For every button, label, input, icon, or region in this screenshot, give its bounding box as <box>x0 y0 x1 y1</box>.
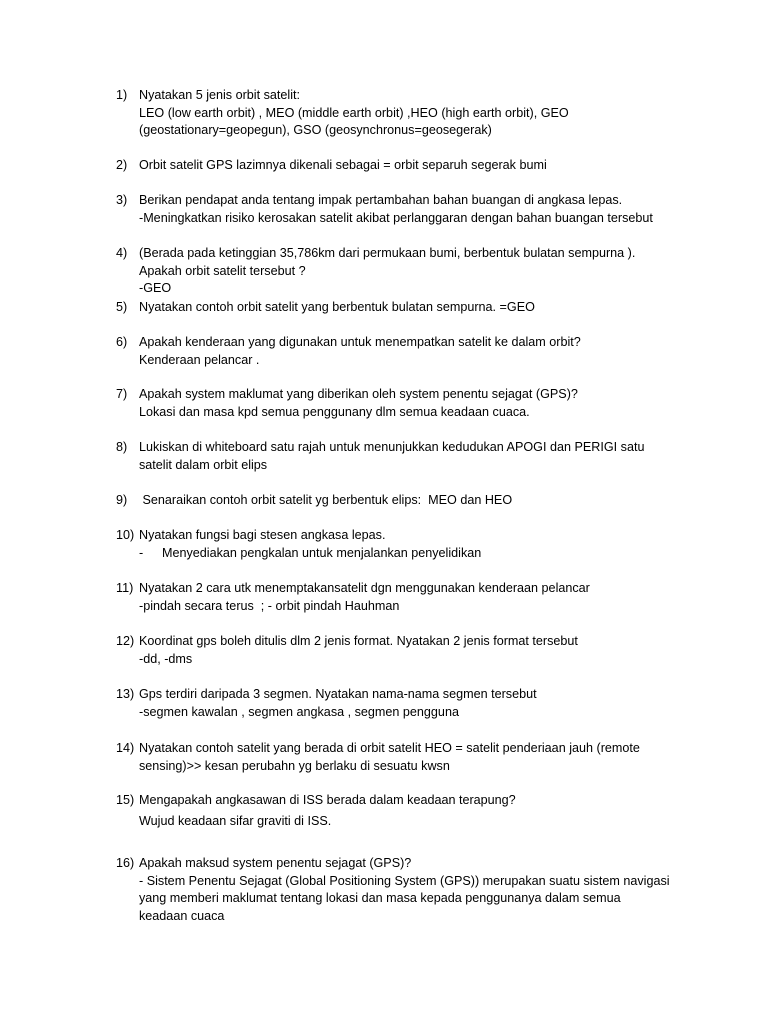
text-line: Apakah system maklumat yang diberikan oleh system penentu sejagat (GPS)? <box>139 387 578 401</box>
text-line: Wujud keadaan sifar graviti di ISS. <box>139 813 332 828</box>
text-line: (geostationary=geopegun), GSO (geosynchronus=geosegerak) <box>139 123 492 138</box>
question-text <box>139 386 739 421</box>
question-number: 6) <box>116 335 128 349</box>
question-text <box>139 740 739 775</box>
question-text <box>139 87 739 140</box>
text-line: -GEO <box>139 281 172 296</box>
text-line: Nyatakan fungsi bagi stesen angkasa lepas. <box>139 528 386 542</box>
question-number: 15) <box>116 793 135 807</box>
text-line: Gps terdiri daripada 3 segmen. Nyatakan nama-nama segmen tersebut <box>139 687 537 701</box>
text-line: Apakah orbit satelit tersebut ? <box>139 263 306 278</box>
question-number: 13) <box>116 687 135 701</box>
text-line: (Berada pada ketinggian 35,786km dari permukaan bumi, berbentuk bulatan sempurna ). <box>139 246 636 260</box>
question-number: 10) <box>116 528 135 542</box>
question-number: 5) <box>116 300 128 314</box>
text-line: Lokasi dan masa kpd semua penggunany dlm semua keadaan cuaca. <box>139 404 530 419</box>
text-line: -segmen kawalan , segmen angkasa , segmen pengguna <box>139 704 459 719</box>
text-line: Koordinat gps boleh ditulis dlm 2 jenis format. Nyatakan 2 jenis format tersebut <box>139 634 578 648</box>
question-text <box>139 157 739 175</box>
question-text <box>139 792 739 830</box>
text-line: - Sistem Penentu Sejagat (Global Positioning System (GPS)) merupakan suatu sistem navigasi <box>139 873 670 888</box>
text-line: Senaraikan contoh orbit satelit yg berbentuk elips: MEO dan HEO <box>139 493 513 507</box>
question-text <box>139 527 739 562</box>
question-text <box>139 245 739 298</box>
question-number: 14) <box>116 741 135 755</box>
text-line: Orbit satelit GPS lazimnya dikenali sebagai = orbit separuh segerak bumi <box>139 158 547 172</box>
text-line: sensing)>> kesan perubahn yg berlaku di sesuatu kwsn <box>139 758 450 773</box>
question-number: 3) <box>116 193 128 207</box>
text-line: keadaan cuaca <box>139 908 225 923</box>
text-line: Apakah kenderaan yang digunakan untuk menempatkan satelit ke dalam orbit? <box>139 335 581 349</box>
question-number: 11) <box>116 581 134 595</box>
text-line: Nyatakan 5 jenis orbit satelit: <box>139 88 301 102</box>
question-text <box>139 192 739 227</box>
question-text <box>139 633 739 668</box>
question-text <box>139 492 739 510</box>
text-line: -dd, -dms <box>139 651 193 666</box>
text-line: Nyatakan contoh satelit yang berada di orbit satelit HEO = satelit penderiaan jauh (remote <box>139 741 640 755</box>
text-line: satelit dalam orbit elips <box>139 457 268 472</box>
text-line: Nyatakan contoh orbit satelit yang berbentuk bulatan sempurna. =GEO <box>139 300 535 314</box>
text-line: Apakah maksud system penentu sejagat (GPS)? <box>139 856 412 870</box>
question-text <box>139 334 739 369</box>
question-number: 9) <box>116 493 128 507</box>
text-line: yang memberi maklumat tentang lokasi dan masa kepada penggunanya dalam semua <box>139 891 621 906</box>
text-line: Kenderaan pelancar . <box>139 352 260 367</box>
text-line: Mengapakah angkasawan di ISS berada dalam keadaan terapung? <box>139 793 516 807</box>
text-line: LEO (low earth orbit) , MEO (middle earth orbit) ,HEO (high earth orbit), GEO <box>139 105 569 120</box>
text-line: -pindah secara terus ; - orbit pindah Hauhman <box>139 598 400 613</box>
question-text <box>139 855 739 925</box>
question-number: 8) <box>116 440 128 454</box>
text-line: -Meningkatkan risiko kerosakan satelit akibat perlanggaran dengan bahan buangan tersebut <box>139 210 653 225</box>
question-number: 16) <box>116 856 135 870</box>
question-number: 7) <box>116 387 128 401</box>
question-text <box>139 686 739 721</box>
bullet-dash: - <box>139 545 144 560</box>
question-number: 2) <box>116 158 128 172</box>
question-number: 4) <box>116 246 128 260</box>
question-text <box>139 299 739 317</box>
question-number: 12) <box>116 634 135 648</box>
question-text <box>139 580 739 615</box>
bullet-line <box>139 545 739 563</box>
bullet-text: Menyediakan pengkalan untuk menjalankan penyelidikan <box>162 545 482 560</box>
text-line: Nyatakan 2 cara utk menemptakansatelit dgn menggunakan kenderaan pelancar <box>139 581 590 595</box>
question-number: 1) <box>116 88 128 102</box>
text-line: Lukiskan di whiteboard satu rajah untuk menunjukkan kedudukan APOGI dan PERIGI satu <box>139 440 645 454</box>
question-text <box>139 439 739 474</box>
text-line: Berikan pendapat anda tentang impak pertambahan bahan buangan di angkasa lepas. <box>139 193 623 207</box>
